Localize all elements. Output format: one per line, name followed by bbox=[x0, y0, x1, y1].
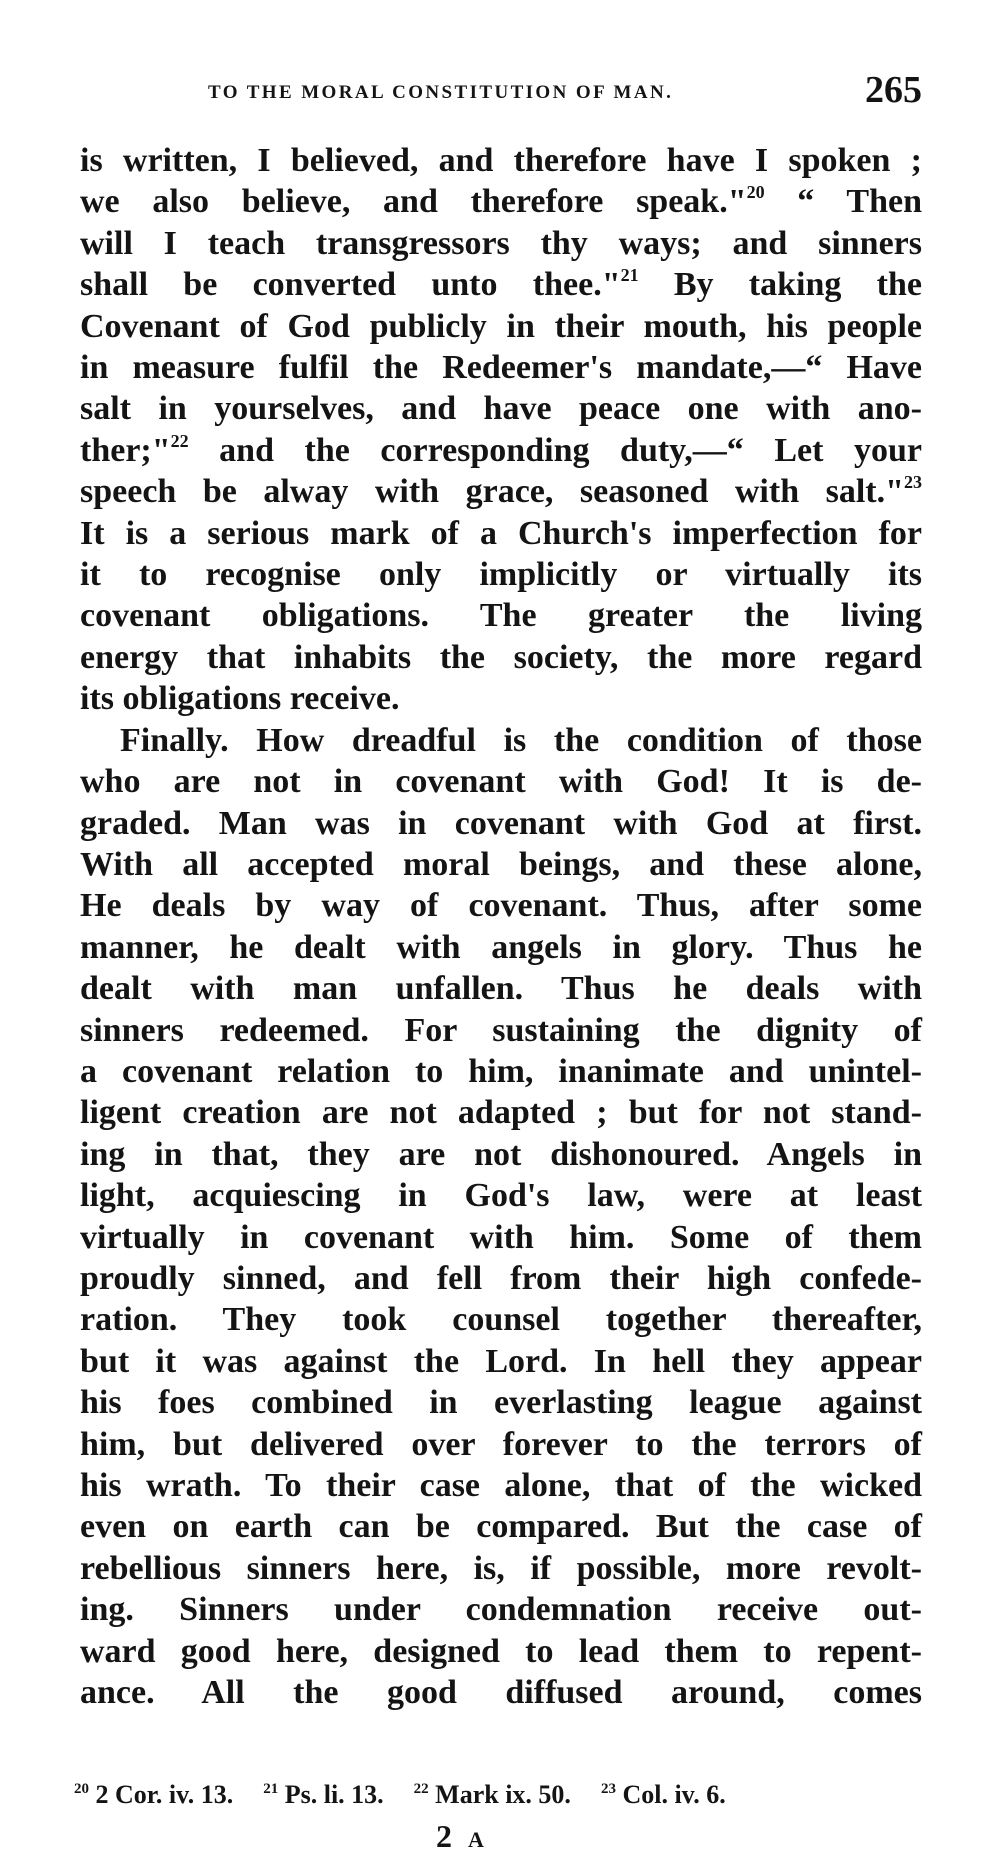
text-line: It is a serious mark of a Church's imperfection for bbox=[80, 514, 922, 552]
footnote-marker: 21 bbox=[620, 265, 639, 286]
text-line: salt in yourselves, and have peace one with ano- bbox=[80, 390, 922, 428]
text-line: With all accepted moral beings, and these alone, bbox=[80, 845, 922, 883]
text-line: ligent creation are not adapted ; but for not stand- bbox=[80, 1094, 922, 1132]
page-number: 265 bbox=[865, 69, 922, 111]
text-line: sinners redeemed. For sustaining the dignity of bbox=[80, 1011, 922, 1049]
text-line: graded. Man was in covenant with God at first. bbox=[80, 804, 922, 842]
text-line: even on earth can be compared. But the case of bbox=[80, 1508, 922, 1546]
footnote-marker: 22 bbox=[170, 430, 189, 451]
text-line: ing. Sinners under condemnation receive out- bbox=[80, 1591, 922, 1629]
text-line: light, acquiescing in God's law, were at least bbox=[80, 1177, 922, 1215]
text-line: his foes combined in everlasting league against bbox=[80, 1384, 922, 1422]
text-line: ther;"$^{22}$ and the corresponding duty,—“ Let your bbox=[80, 430, 922, 469]
text-line: energy that inhabits the society, the more regard bbox=[80, 638, 922, 676]
text-line: ration. They took counsel together thereafter, bbox=[80, 1301, 922, 1339]
text-line: but it was against the Lord. In hell they appear bbox=[80, 1342, 922, 1380]
text-line: it to recognise only implicitly or virtually its bbox=[80, 556, 922, 594]
text-line: ward good here, designed to lead them to repent- bbox=[80, 1632, 922, 1670]
footnote: $^{23}$ Col. iv. 6. bbox=[600, 1780, 726, 1809]
text-line: is written, I believed, and therefore have I spoken ; bbox=[80, 142, 922, 179]
text-line: speech be alway with grace, seasoned with salt."$^{23}$ bbox=[80, 472, 922, 511]
text-line: rebellious sinners here, is, if possible, more revolt- bbox=[80, 1549, 922, 1587]
footnote: $^{21}$ Ps. li. 13. bbox=[263, 1780, 384, 1809]
text-line: ance. All the good diffused around, comes bbox=[80, 1674, 922, 1712]
text-line: him, but delivered over forever to the terrors of bbox=[80, 1425, 922, 1463]
page-header bbox=[80, 68, 922, 112]
body-text bbox=[80, 140, 922, 1713]
footnote: $^{22}$ Mark ix. 50. bbox=[413, 1780, 571, 1809]
text-line: ing in that, they are not dishonoured. Angels in bbox=[80, 1135, 922, 1173]
text-line: Finally. How dreadful is the condition of those bbox=[120, 721, 922, 759]
text-line: a covenant relation to him, inanimate and unintel- bbox=[80, 1052, 922, 1090]
text-line: who are not in covenant with God! It is de- bbox=[80, 763, 922, 801]
text-line: manner, he dealt with angels in glory. Thus he bbox=[80, 928, 922, 966]
footnote: $^{20}$ 2 Cor. iv. 13. bbox=[74, 1780, 234, 1809]
footnotes bbox=[74, 1780, 926, 1810]
text-line: virtually in covenant with him. Some of them bbox=[80, 1218, 922, 1256]
text-line: shall be converted unto thee."$^{21}$ By taking the bbox=[80, 265, 922, 304]
text-line: He deals by way of covenant. Thus, after some bbox=[80, 887, 922, 925]
text-line: we also believe, and therefore speak."$^{20}$ “ Then bbox=[80, 182, 922, 221]
text-line: will I teach transgressors thy ways; and sinners bbox=[80, 224, 922, 262]
text-line: his wrath. To their case alone, that of the wicked bbox=[80, 1467, 922, 1504]
signature-mark: 2 A bbox=[436, 1818, 488, 1854]
text-line: proudly sinned, and fell from their high confede- bbox=[80, 1259, 922, 1297]
text-line: dealt with man unfallen. Thus he deals with bbox=[80, 970, 922, 1008]
text-line: covenant obligations. The greater the living bbox=[80, 597, 922, 635]
text-line: its obligations receive. bbox=[80, 680, 400, 718]
running-title: TO THE MORAL CONSTITUTION OF MAN. bbox=[208, 82, 674, 103]
text-line: in measure fulfil the Redeemer's mandate,—“ Have bbox=[80, 349, 922, 387]
footnote-marker: 20 bbox=[746, 182, 765, 203]
text-line: Covenant of God publicly in their mouth, his people bbox=[80, 307, 922, 345]
footnote-marker: 23 bbox=[904, 472, 922, 493]
